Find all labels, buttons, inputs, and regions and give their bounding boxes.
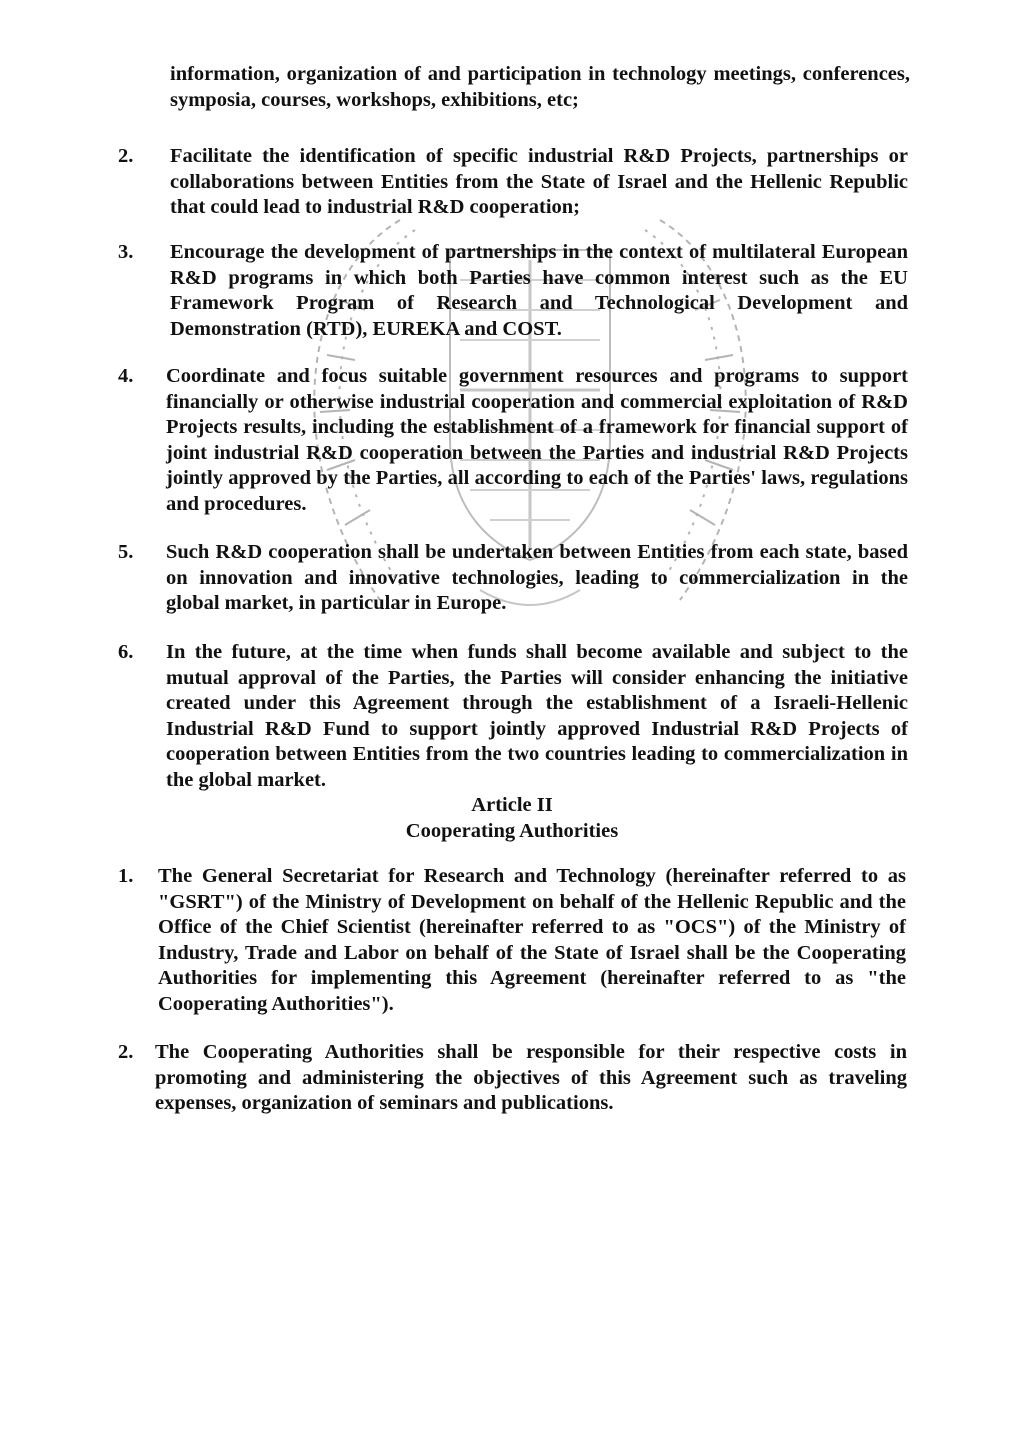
list-item: Encourage the development of partnerships in the context of multilateral European R&D programs in which both Parties have common interest such as the EU Framework Program of Research and Technological Development and Demonstration (RTD), EUREKA and COST. xyxy=(170,241,908,340)
list-item: The General Secretariat for Research and Technology (hereinafter referred to as "GSRT") of the Ministry of Development on behalf of the Hellenic Republic and the Office of the Chief Scientist (hereinafter referred to as "OCS") of the Ministry of Industry, Trade and Labor on behalf of the State of Israel shall be the Cooperating Authorities for implementing this Agreement (hereinafter referred to as "the Cooperating Authorities"). xyxy=(158,865,906,1015)
article-subheading: Cooperating Authorities xyxy=(405,820,619,842)
item-number: 4. xyxy=(118,365,134,387)
intro-paragraph: information, organization of and participation in technology meetings, conferences, symposia, courses, workshops, exhibitions, etc; xyxy=(170,63,910,111)
list-item: In the future, at the time when funds shall become available and subject to the mutual approval of the Parties, the Parties will consider enhancing the initiative created under this Agreement through the establishment of a Israeli-Hellenic Industrial R&D Fund to support jointly approved Industrial R&D Projects of cooperation between Entities from the two countries leading to commercialization in the global market. xyxy=(166,641,908,791)
list-item: Coordinate and focus suitable government resources and programs to support financially or otherwise industrial cooperation and commercial exploitation of R&D Projects results, including the establishment of a framework for financial support of joint industrial R&D cooperation between the Parties and industrial R&D Projects jointly approved by the Parties, all according to each of the Parties' laws, regulations and procedures. xyxy=(166,365,908,515)
item-number: 3. xyxy=(118,241,134,263)
item-number: 2. xyxy=(118,1041,134,1063)
item-number: 6. xyxy=(118,641,134,663)
item-number: 2. xyxy=(118,145,134,167)
list-item: Facilitate the identification of specific industrial R&D Projects, partnerships or collaborations between Entities from the State of Israel and the Hellenic Republic that could lead to industrial R&D cooperation; xyxy=(170,145,908,218)
list-item: Such R&D cooperation shall be undertaken between Entities from each state, based on innovation and innovative technologies, leading to commercialization in the global market, in particular in Europe. xyxy=(166,541,908,614)
item-number: 5. xyxy=(118,541,134,563)
list-item: The Cooperating Authorities shall be responsible for their respective costs in promoting and administering the objectives of this Agreement such as traveling expenses, organization of seminars and publications. xyxy=(155,1041,907,1114)
item-number: 1. xyxy=(118,865,134,887)
article-heading: Article II xyxy=(471,794,553,816)
